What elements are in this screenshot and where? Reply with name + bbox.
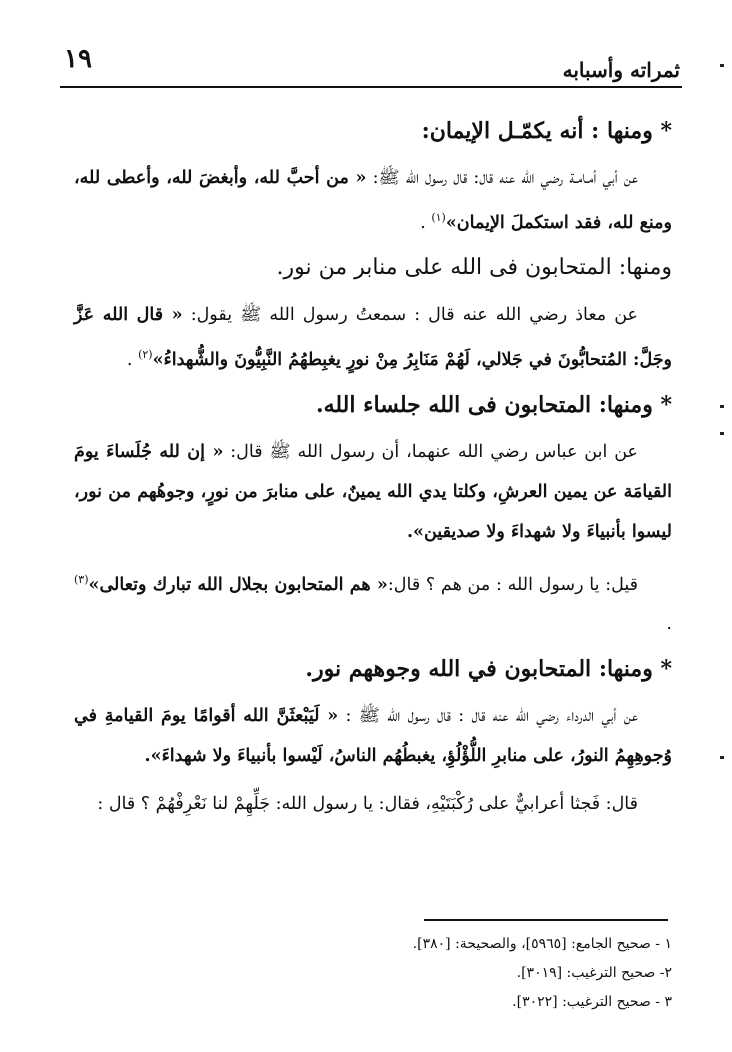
hadith-quote: « إن لله جُلَساءَ يومَ القيامَة عن يمين العرشِ، وكلتا يدي الله يمينٌ، على منابرَ من نورٍ، وجوهُهم من نور، ليسوا بأنبياءَ ولا شهداءَ ولا صديقين».: [74, 441, 672, 542]
margin-mark: [720, 64, 724, 67]
hadith-quote: « قال الله عَزَّ وجَلَّ: المُتحابُّونَ في جَلالي، لَهُمْ مَنَابِرُ مِنْ نورٍ يغبِطهُمُ النَّبِيُّونَ والشُّهداءُ»: [74, 304, 672, 370]
paragraph: قال: فَجثا أعرابيٌّ على رُكْبَتَيْهِ، فقال: يا رسول الله: جَلِّهِمْ لنا نَعْرِفْهُمْ ؟ قال :: [97, 794, 638, 815]
section-heading: ومنها: المتحابون فى الله على منابر من نور.: [276, 254, 672, 280]
paragraph: عن معاذ رضي الله عنه قال : سمعتُ رسول الله ﷺ يقول: « قال الله عَزَّ وجَلَّ: المُتحابُّونَ في جَلالي، لَهُمْ مَنَابِرُ مِنْ نورٍ يغبِطهُمُ النَّبِيُّونَ والشُّهداءُ»$^{(٢)}$ .: [74, 304, 672, 370]
running-title: ثمراته وأسبابه: [562, 58, 680, 82]
footnotes: [60, 930, 672, 1017]
page-header: [60, 40, 680, 84]
footnote: ٣ - صحيح الترغيب: [٣٠٢٢].: [512, 994, 672, 1010]
footnote: ١ - صحيح الجامع: [٥٩٦٥]، والصحيحة: [٣٨٠].: [412, 936, 672, 952]
paragraph: عن ابن عباس رضي الله عنهما، أن رسول الله ﷺ قال: « إن لله جُلَساءَ يومَ القيامَة عن يمين العرشِ، وكلتا يدي الله يمينٌ، على منابرَ من نورٍ، وجوهُهم من نور، ليسوا بأنبياءَ ولا شهداءَ ولا صديقين».: [74, 441, 672, 542]
page-number: ١٩: [64, 44, 92, 74]
main-text: [74, 106, 672, 832]
margin-mark: [720, 756, 724, 759]
footnote-ref: (٣): [74, 572, 89, 586]
paragraph: عن أبي الدرداء رضي الله عنه قال : قال رسول الله ﷺ : « لَيَبْعثَنَّ الله أقوامًا يومَ القيامةِ في وُجوهِهِمُ النورُ، على منابرِ اللُّؤْلُؤِ، يغبطُهُم الناسُ، لَيْسوا بأنبياءَ ولا شهداءَ».: [74, 706, 672, 767]
footnote-ref: (٢): [138, 347, 153, 361]
footnote-ref: (١): [431, 211, 446, 224]
hadith-quote: « هم المتحابون بجلال الله تبارك وتعالى»: [88, 574, 388, 595]
section-heading: * ومنها: المتحابون فى الله جلساء الله.: [315, 391, 672, 418]
margin-mark: [720, 432, 724, 435]
paragraph: عن أبي أمـامـة رضي الله عنه قال: قال رسول الله ﷺ: « من أحبَّ لله، وأبغضَ لله، وأعطى لله، ومنع لله، فقد استكملَ الإيمان»$^{(١)}$ .: [74, 168, 672, 233]
section-heading: * ومنها: المتحابون في الله وجوههم نور.: [305, 656, 672, 683]
header-rule: [60, 86, 682, 88]
section-heading: * ومنها : أنه يكمّـل الإيمان:: [421, 118, 672, 144]
paragraph: قيل: يا رسول الله : من هم ؟ قال:« هم المتحابون بجلال الله تبارك وتعالى»$^{(٣)}$ .: [74, 572, 672, 635]
hadith-quote: « لَيَبْعثَنَّ الله أقوامًا يومَ القيامةِ في وُجوهِهِمُ النورُ، على منابرِ اللُّؤْلُؤِ، يغبطُهُم الناسُ، لَيْسوا بأنبياءَ ولا شهداءَ».: [74, 706, 672, 767]
footnote-rule: [424, 919, 668, 921]
footnote: ٢- صحيح الترغيب: [٣٠١٩].: [516, 965, 672, 981]
margin-mark: [720, 405, 724, 408]
hadith-quote: « من أحبَّ لله، وأبغضَ لله، وأعطى لله، ومنع لله، فقد استكملَ الإيمان»: [74, 168, 672, 233]
